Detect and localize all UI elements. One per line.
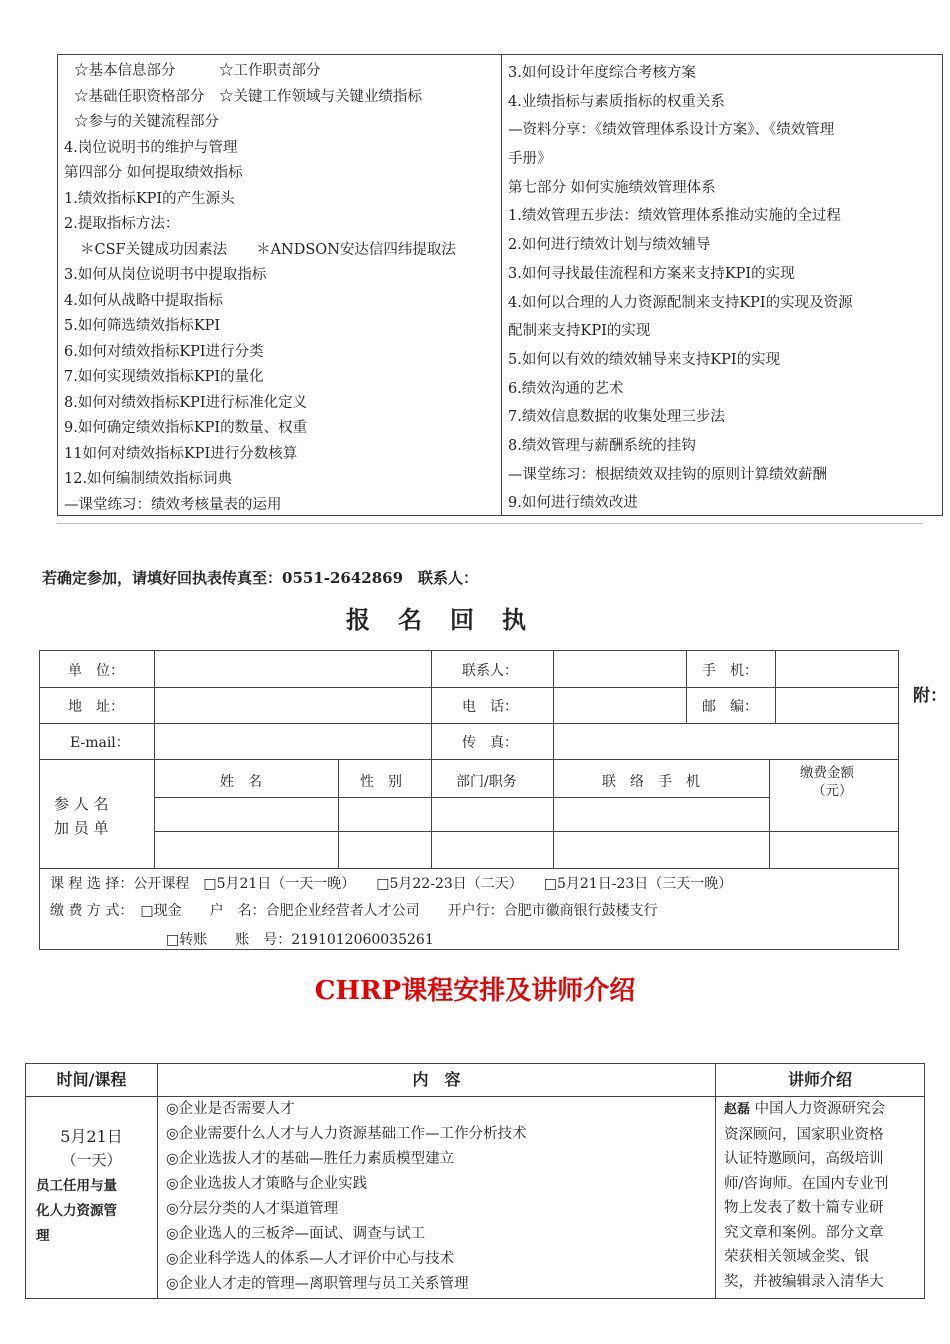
outline-line: 6.如何对绩效指标KPI进行分类 <box>64 343 264 360</box>
outline-line: 8.如何对绩效指标KPI进行标准化定义 <box>64 394 308 411</box>
lecturer-line: 奖，并被编辑录入清华大 <box>724 1273 884 1290</box>
course-name <box>36 1174 154 1249</box>
lecturer-line: 荣获相关领域金奖、银 <box>724 1249 869 1265</box>
outline-line: 4.岗位说明书的维护与管理 <box>64 139 238 156</box>
outline-line: 2.提取指标方法： <box>64 216 180 232</box>
outline-line: 12.如何编制绩效指标词典 <box>64 471 233 487</box>
phone-label: 电 话： <box>462 699 518 715</box>
lecturer-line: 物上发表了数十篇专业研 <box>724 1200 884 1216</box>
col-gender-header: 性 别 <box>360 774 402 790</box>
course-name-line: 理 <box>36 1228 50 1244</box>
section-heading: 第四部分 如何提取绩效指标 <box>64 165 243 181</box>
outline-line: 3.如何设计年度综合考核方案 <box>508 65 696 81</box>
unit-field[interactable] <box>155 652 430 686</box>
lecturer-line: 资深顾问，国家职业资格 <box>724 1126 884 1143</box>
appendix-label: 附： <box>913 686 947 706</box>
column-divider <box>501 55 502 515</box>
col-dept-header: 部门/职务 <box>456 774 517 790</box>
address-field[interactable] <box>155 688 430 722</box>
resource-line: —资料分享：《绩效管理体系设计方案》、《绩效管理 <box>508 122 835 139</box>
outline-line: 11如何对绩效指标KPI进行分数核算 <box>64 445 298 462</box>
outline-line: 配制来支持KPI的实现 <box>508 323 651 340</box>
transfer-account[interactable]: □转账 账 号：2191012060035261 <box>166 932 434 948</box>
mobile-label: 手 机： <box>702 663 758 679</box>
fax-field[interactable] <box>554 724 896 758</box>
lecturer-line: 认证特邀顾问，高级培训 <box>724 1151 884 1167</box>
lecturer-text: 中国人力资源研究会 <box>754 1101 886 1117</box>
lecturer-line: 师/咨询师。在国内专业刊 <box>724 1175 889 1192</box>
postcode-label: 邮 编： <box>702 699 758 715</box>
outline-line: 4.业绩指标与素质指标的权重关系 <box>508 93 725 110</box>
header-time-course: 时间/课程 <box>56 1070 127 1089</box>
content-item: ◎分层分类的人才渠道管理 <box>166 1201 339 1217</box>
registration-form <box>39 650 899 950</box>
header-content: 内 容 <box>412 1070 461 1089</box>
unit-label: 单 位： <box>68 663 124 679</box>
lecturer-line <box>724 1097 920 1123</box>
content-item: ◎企业需要什么人才与人力资源基础工作—工作分析技术 <box>166 1126 527 1142</box>
outline-line: 4.如何以合理的人力资源配制来支持KPI的实现及资源 <box>508 294 853 311</box>
course-name-line: 员工任用与量 <box>36 1178 117 1194</box>
outline-line: 6.绩效沟通的艺术 <box>508 380 624 397</box>
outline-line: 5.如何筛选绩效指标KPI <box>64 318 221 334</box>
contact-field[interactable] <box>554 652 685 686</box>
resource-line: 手册》 <box>508 151 552 168</box>
email-field[interactable] <box>155 724 430 758</box>
content-item: ◎企业科学选人的体系—人才评价中心与技术 <box>166 1251 455 1267</box>
outline-box <box>57 54 943 516</box>
col-fee-header: 缴费金额 <box>800 765 854 781</box>
outline-line: ＊CSF关键成功因素法 ＊ANDSON安达信四纬提取法 <box>80 241 456 258</box>
outline-line: 1.绩效指标KPI的产生源头 <box>64 190 235 207</box>
participants-label: 参 人 名 <box>54 795 109 813</box>
section-heading: 第七部分 如何实施绩效管理体系 <box>508 179 716 196</box>
email-label: E-mail： <box>70 735 130 751</box>
outline-line: 3.如何寻找最佳流程和方案来支持KPI的实现 <box>508 265 795 282</box>
receipt-title: 报名回执 <box>346 605 554 634</box>
section-title: CHRP课程安排及讲师介绍 <box>314 976 636 1006</box>
horizontal-rule <box>57 523 923 524</box>
payment-method[interactable]: 缴 费 方 式： □现金 户 名：合肥企业经营者人才公司 开户行：合肥市徽商银行鼓楼支行 <box>50 903 658 919</box>
fax-note: 若确定参加，请填好回执表传真至：0551-2642869 联系人： <box>42 569 479 587</box>
outline-line: 5.如何以有效的绩效辅导来支持KPI的实现 <box>508 351 781 368</box>
outline-line: 7.如何实现绩效指标KPI的量化 <box>64 369 264 385</box>
header-lecturer: 讲师介绍 <box>787 1070 852 1089</box>
content-item: ◎企业选拔人才策略与企业实践 <box>166 1176 368 1192</box>
content-item: ◎企业选人的三板斧—面试、调查与试工 <box>166 1226 426 1242</box>
outline-line: 3.如何从岗位说明书中提取指标 <box>64 267 267 283</box>
schedule-table <box>25 1063 925 1299</box>
exercise-line: —课堂练习：根据绩效双挂钩的原则计算绩效薪酬 <box>508 466 827 483</box>
col-name-header: 姓 名 <box>220 774 262 790</box>
outline-right-column <box>508 59 938 518</box>
outline-left-column <box>64 59 494 518</box>
postcode-field[interactable] <box>776 688 896 722</box>
outline-line: 8.绩效管理与薪酬系统的挂钩 <box>508 437 696 454</box>
course-name-line: 化人力资源管 <box>36 1203 117 1219</box>
outline-line: 2.如何进行绩效计划与绩效辅导 <box>508 237 711 254</box>
course-duration: （一天） <box>61 1151 122 1169</box>
address-label: 地 址： <box>68 699 124 715</box>
exercise-line: —课堂练习：绩效考核量表的运用 <box>64 496 282 513</box>
contact-label: 联系人： <box>462 663 518 679</box>
mobile-field[interactable] <box>776 652 896 686</box>
outline-line: 1.绩效管理五步法：绩效管理体系推动实施的全过程 <box>508 208 841 225</box>
course-date: 5月21日 <box>60 1127 123 1146</box>
content-item: ◎企业人才走的管理—离职管理与员工关系管理 <box>166 1276 469 1292</box>
course-choice[interactable]: 课 程 选 择：公开课程 □5月21日（一天一晚） □5月22-23日（二天） □5月21日-23日（三天一晚） <box>50 876 733 892</box>
lecturer-line: 究文章和案例。部分文章 <box>724 1224 884 1241</box>
outline-line: 7.绩效信息数据的收集处理三步法 <box>508 409 725 426</box>
content-item: ◎企业是否需要人才 <box>166 1101 295 1117</box>
lecturer-intro <box>724 1097 920 1294</box>
outline-line: 4.如何从战略中提取指标 <box>64 292 223 309</box>
fax-label: 传 真： <box>462 735 518 751</box>
participants-label: 加 员 单 <box>54 819 109 837</box>
outline-line: ☆参与的关键流程部分 <box>74 114 219 130</box>
outline-line: ☆基本信息部分 ☆工作职责部分 <box>74 63 321 79</box>
col-fee-header: （元） <box>812 783 853 799</box>
outline-line: 9.如何确定绩效指标KPI的数量、权重 <box>64 420 308 436</box>
col-phone-header: 联 络 手 机 <box>602 774 700 790</box>
content-item: ◎企业选拔人才的基础—胜任力素质模型建立 <box>166 1151 455 1167</box>
outline-line: ☆基础任职资格部分 ☆关键工作领域与关键业绩指标 <box>74 88 422 105</box>
content-list <box>166 1097 527 1297</box>
lecturer-name: 赵磊 <box>724 1102 751 1117</box>
phone-field[interactable] <box>554 688 685 722</box>
outline-line: 9.如何进行绩效改进 <box>508 495 638 512</box>
